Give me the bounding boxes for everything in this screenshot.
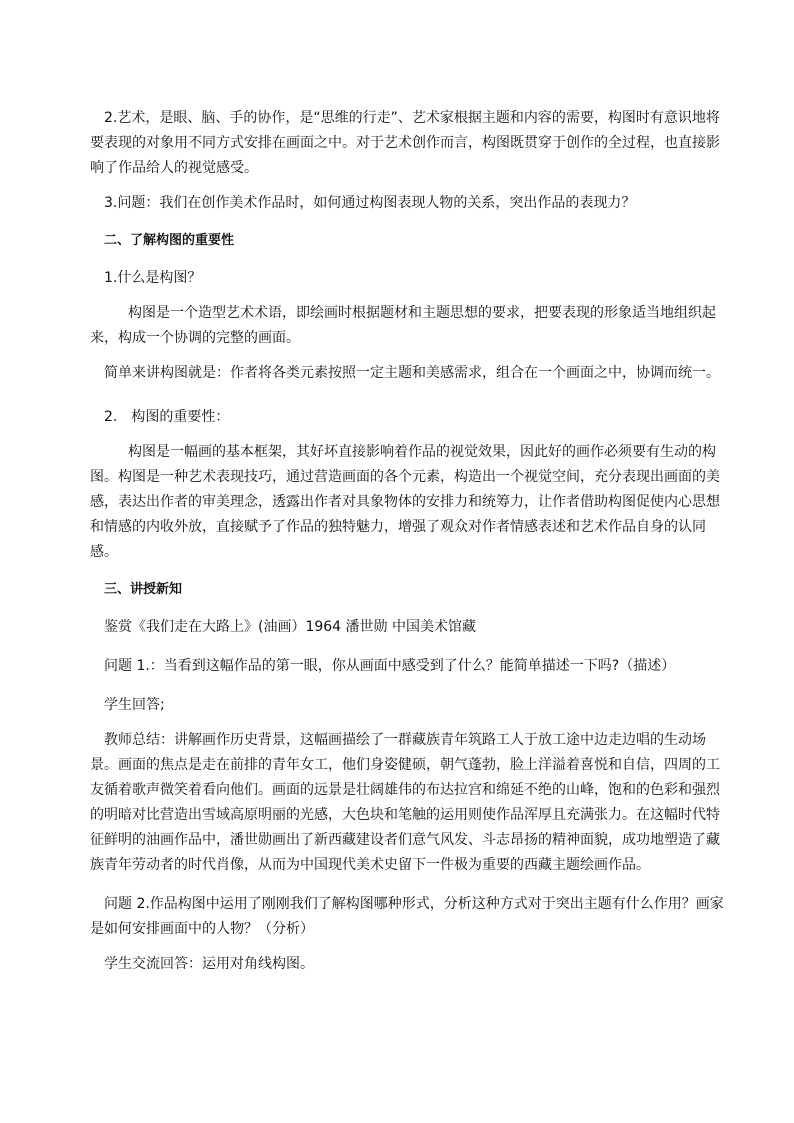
paragraph-art-collaboration: 2.艺术，是眼、脑、手的协作，是“思维的行走”、艺术家根据主题和内容的需要，构图时有意识地将要表现的对象用不同方式安排在画面之中。对于艺术创作而言，构图既贯穿于创作的全过程，也直接影响了作品给人的视觉感受。 (90, 110, 720, 176)
paragraph-question-3: 3.问题：我们在创作美术作品时，如何通过构图表现人物的关系，突出作品的表现力？ (104, 195, 636, 211)
paragraph-importance-body: 构图是一幅画的基本框架，其好坏直接影响着作品的视觉效果，因此好的画作必须要有生动的构图。构图是一种艺术表现技巧，通过营造画面的各个元素，构造出一个视觉空间，充分表现出画面的美感，表达出作者的审美理念，透露出作者对具象物体的安排力和统筹力，让作者借助构图促使内心思想和情感的内收外放，直接赋予了作品的独特魅力，增强了观众对作者情感表述和艺术作品自身的认同感。 (90, 444, 720, 560)
section-heading-new-knowledge: 三、讲授新知 (104, 582, 183, 597)
subheading-what-is-composition: 1.什么是构图？ (104, 270, 202, 286)
paragraph-appreciation: 鉴赏《我们走在大路上》(油画）1964 潘世勋 中国美术馆藏 (104, 619, 476, 635)
section-heading-importance: 二、了解构图的重要性 (104, 233, 235, 248)
paragraph-question-2: 问题 2.作品构图中运用了刚刚我们了解构图哪种形式，分析这种方式对于突出主题有什么作用？画家是如何安排画面中的人物？（分析） (90, 896, 724, 937)
paragraph-definition: 构图是一个造型艺术术语，即绘画时根据题材和主题思想的要求，把要表现的形象适当地组织起来，构成一个协调的完整的画面。 (90, 305, 716, 346)
paragraph-student-answer-2: 学生交流回答：运用对角线构图。 (104, 956, 314, 972)
paragraph-question-1: 问题 1.：当看到这幅作品的第一眼，你从画面中感受到了什么？能简单描述一下吗?（描述） (104, 658, 676, 674)
paragraph-teacher-summary: 教师总结：讲解画作历史背景，这幅画描绘了一群藏族青年筑路工人于放工途中边走边唱的生动场景。画面的焦点是走在前排的青年女工，他们身姿健硕，朝气蓬勃，脸上洋溢着喜悦和自信，四周的工友循着歌声微笑着看向他们。画面的远景是壮阔雄伟的布达拉宫和绵延不绝的山峰，饱和的色彩和强烈的明暗对比营造出雪域高原明丽的光感，大色块和笔触的运用则使作品浑厚且充满张力。在这幅时代特征鲜明的油画作品中，潘世勋画出了新西藏建设者们意气风发、斗志昂扬的精神面貌，成功地塑造了藏族青年劳动者的时代肖像，从而为中国现代美术史留下一件极为重要的西藏主题绘画作品。 (90, 732, 720, 873)
paragraph-student-answer-1: 学生回答; (104, 697, 165, 713)
paragraph-simple-definition: 简单来讲构图就是：作者将各类元素按照一定主题和美感需求，组合在一个画面之中，协调而统一。 (104, 365, 720, 381)
subheading-importance: 2. 构图的重要性： (104, 409, 230, 425)
